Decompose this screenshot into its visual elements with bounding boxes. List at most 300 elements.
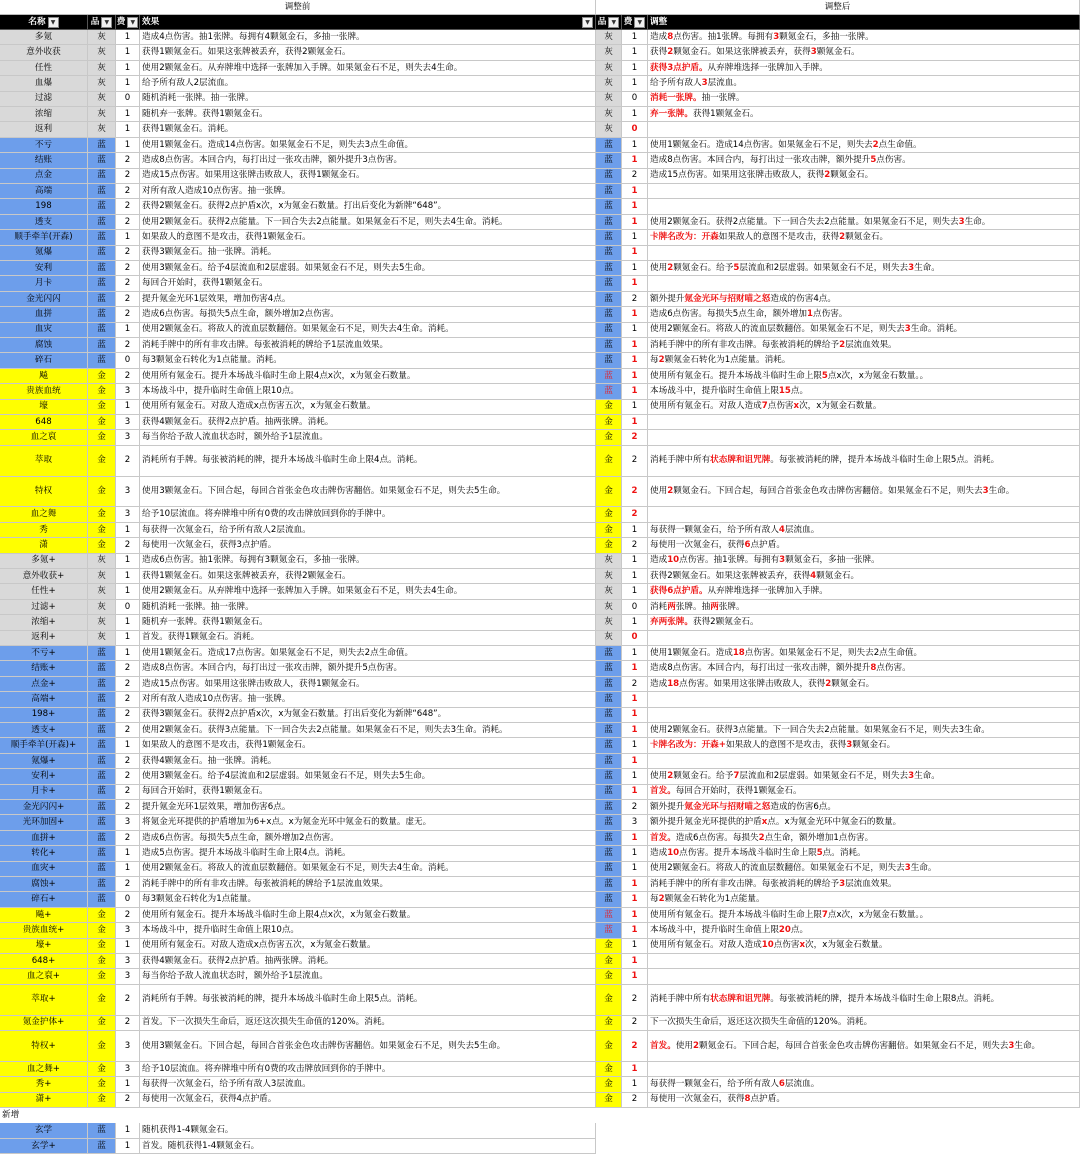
cost-header[interactable]: [116, 15, 140, 30]
effect-cell[interactable]: 使用3颗氪金石。下回合起，每回合首张金色攻击牌伤害翻倍。如果氪金石不足，则失去5生命。: [140, 1031, 596, 1062]
effect-cell[interactable]: 给予10层流血。将弃牌堆中所有0费的攻击牌放回到你的手牌中。: [140, 507, 596, 522]
adjust-cell[interactable]: [648, 45, 1080, 60]
adjust-cell[interactable]: [648, 507, 1080, 522]
card-name-cell[interactable]: 血拼: [0, 307, 88, 322]
card-name-cell[interactable]: 玄学: [0, 1123, 88, 1138]
rarity-cell[interactable]: 金: [88, 430, 116, 445]
cost-cell[interactable]: 1: [116, 615, 140, 630]
adjust-cell[interactable]: [648, 107, 1080, 122]
new-rarity-cell[interactable]: 蓝: [596, 892, 622, 907]
rarity-cell[interactable]: 金: [88, 923, 116, 938]
effect-cell[interactable]: 使用2颗氪金石。将敌人的流血层数翻倍。如果氪金石不足，则失去4生命。消耗。: [140, 323, 596, 338]
new-cost-cell[interactable]: 0: [622, 600, 648, 615]
rarity-cell[interactable]: 蓝: [88, 1139, 116, 1154]
card-name-cell[interactable]: 秀: [0, 523, 88, 538]
adjust-cell[interactable]: [648, 862, 1080, 877]
effect-cell[interactable]: 造成15点伤害。如果用这张牌击败敌人，获得1颗氪金石。: [140, 169, 596, 184]
cost-cell[interactable]: 2: [116, 446, 140, 477]
adjust-cell[interactable]: [648, 230, 1080, 245]
effect-cell[interactable]: 使用3颗氪金石。给予4层流血和2层虚弱。如果氪金石不足，则失去5生命。: [140, 769, 596, 784]
effect-cell[interactable]: 获得3颗氪金石。抽一张牌。消耗。: [140, 246, 596, 261]
new-rarity-cell[interactable]: 蓝: [596, 785, 622, 800]
new-cost-cell[interactable]: 1: [622, 785, 648, 800]
new-rarity-cell[interactable]: 蓝: [596, 846, 622, 861]
rarity-cell[interactable]: 蓝: [88, 785, 116, 800]
new-cost-cell[interactable]: 2: [622, 538, 648, 553]
rarity-cell[interactable]: 蓝: [88, 1123, 116, 1138]
rarity-cell[interactable]: 灰: [88, 569, 116, 584]
cost-cell[interactable]: 1: [116, 1123, 140, 1138]
cost-cell[interactable]: 2: [116, 831, 140, 846]
cost-cell[interactable]: 3: [116, 923, 140, 938]
new-cost-cell[interactable]: 1: [622, 908, 648, 923]
new-cost-cell[interactable]: 1: [622, 1062, 648, 1077]
rarity-cell[interactable]: 蓝: [88, 138, 116, 153]
new-cost-cell[interactable]: 0: [622, 92, 648, 107]
new-cost-cell[interactable]: 2: [622, 507, 648, 522]
rarity-header[interactable]: [88, 15, 116, 30]
effect-cell[interactable]: 随机弃一张牌。获得1颗氪金石。: [140, 107, 596, 122]
new-rarity-cell[interactable]: 蓝: [596, 199, 622, 214]
adjust-cell[interactable]: [648, 246, 1080, 261]
adjust-cell[interactable]: [648, 815, 1080, 830]
cost-cell[interactable]: 2: [116, 184, 140, 199]
new-rarity-cell[interactable]: 蓝: [596, 153, 622, 168]
cost-cell[interactable]: 2: [116, 1093, 140, 1108]
adjust-cell[interactable]: [648, 754, 1080, 769]
rarity-cell[interactable]: 蓝: [88, 646, 116, 661]
adjust-cell[interactable]: [648, 477, 1080, 508]
cost-cell[interactable]: 3: [116, 507, 140, 522]
cost-cell[interactable]: 1: [116, 846, 140, 861]
card-name-cell[interactable]: 飚+: [0, 908, 88, 923]
rarity-cell[interactable]: 金: [88, 523, 116, 538]
adjust-cell[interactable]: [648, 30, 1080, 45]
rarity-cell[interactable]: 蓝: [88, 831, 116, 846]
card-name-cell[interactable]: 点金: [0, 169, 88, 184]
adjust-cell[interactable]: [648, 76, 1080, 91]
adjust-cell[interactable]: [648, 538, 1080, 553]
rarity-cell[interactable]: 蓝: [88, 738, 116, 753]
new-rarity-cell[interactable]: 灰: [596, 615, 622, 630]
card-name-cell[interactable]: 金光闪闪: [0, 292, 88, 307]
new-cost-cell[interactable]: 2: [622, 169, 648, 184]
new-rarity-cell[interactable]: 蓝: [596, 369, 622, 384]
cost-cell[interactable]: 1: [116, 569, 140, 584]
card-name-cell[interactable]: 潇: [0, 538, 88, 553]
card-name-cell[interactable]: 秀+: [0, 1077, 88, 1092]
new-cost-cell[interactable]: 2: [622, 1031, 648, 1062]
new-cost-cell[interactable]: 1: [622, 584, 648, 599]
effect-cell[interactable]: 消耗手牌中的所有非攻击牌。每张被消耗的牌给予1层流血效果。: [140, 877, 596, 892]
card-name-cell[interactable]: 顺手牵羊(开森): [0, 230, 88, 245]
effect-cell[interactable]: 使用所有氪金石。对敌人造成x点伤害五次，x为氪金石数量。: [140, 400, 596, 415]
card-name-cell[interactable]: 腐蚀+: [0, 877, 88, 892]
effect-cell[interactable]: 使用所有氪金石。提升本场战斗临时生命上限4点x次，x为氪金石数量。: [140, 369, 596, 384]
effect-cell[interactable]: 使用3颗氪金石。给予4层流血和2层虚弱。如果氪金石不足，则失去5生命。: [140, 261, 596, 276]
rarity-cell[interactable]: 蓝: [88, 862, 116, 877]
rarity-cell[interactable]: 金: [88, 384, 116, 399]
adjust-cell[interactable]: [648, 153, 1080, 168]
adjust-cell[interactable]: [648, 122, 1080, 137]
cost-cell[interactable]: 3: [116, 815, 140, 830]
card-name-cell[interactable]: 贵族血统: [0, 384, 88, 399]
new-cost-cell[interactable]: 1: [622, 353, 648, 368]
cost-cell[interactable]: 2: [116, 307, 140, 322]
cost-cell[interactable]: 1: [116, 554, 140, 569]
new-cost-cell[interactable]: 1: [622, 646, 648, 661]
effect-cell[interactable]: 使用所有氪金石。对敌人造成x点伤害五次，x为氪金石数量。: [140, 939, 596, 954]
card-name-cell[interactable]: 过滤: [0, 92, 88, 107]
new-rarity-cell[interactable]: 金: [596, 415, 622, 430]
adjust-cell[interactable]: [648, 1093, 1080, 1108]
rarity-cell[interactable]: 灰: [88, 92, 116, 107]
adjust-cell[interactable]: [648, 723, 1080, 738]
rarity-cell[interactable]: 蓝: [88, 661, 116, 676]
new-cost-cell[interactable]: 1: [622, 307, 648, 322]
effect-cell[interactable]: 每当你给予敌人流血状态时，额外给予1层流血。: [140, 969, 596, 984]
new-cost-cell[interactable]: 2: [622, 1016, 648, 1031]
cost-cell[interactable]: 0: [116, 353, 140, 368]
new-cost-cell[interactable]: 1: [622, 769, 648, 784]
effect-cell[interactable]: 如果敌人的意图不是攻击，获得1颗氪金石。: [140, 230, 596, 245]
cost2-header[interactable]: [622, 15, 648, 30]
new-rarity-cell[interactable]: 灰: [596, 30, 622, 45]
new-rarity-cell[interactable]: 金: [596, 538, 622, 553]
card-name-cell[interactable]: 金光闪闪+: [0, 800, 88, 815]
adjust-cell[interactable]: [648, 985, 1080, 1016]
rarity-cell[interactable]: 金: [88, 985, 116, 1016]
card-name-cell[interactable]: 萃取+: [0, 985, 88, 1016]
effect-cell[interactable]: 每获得一次氪金石，给予所有敌人3层流血。: [140, 1077, 596, 1092]
filter-dropdown-icon[interactable]: ▼: [582, 17, 593, 28]
new-rarity-cell[interactable]: 蓝: [596, 169, 622, 184]
new-rarity-cell[interactable]: 蓝: [596, 800, 622, 815]
new-cost-cell[interactable]: 1: [622, 892, 648, 907]
card-name-cell[interactable]: 返利: [0, 122, 88, 137]
rarity-cell[interactable]: 金: [88, 908, 116, 923]
new-cost-cell[interactable]: 1: [622, 923, 648, 938]
new-cost-cell[interactable]: 1: [622, 615, 648, 630]
new-rarity-cell[interactable]: 灰: [596, 569, 622, 584]
rarity-cell[interactable]: 蓝: [88, 153, 116, 168]
cost-cell[interactable]: 1: [116, 45, 140, 60]
effect-cell[interactable]: 对所有敌人造成10点伤害。抽一张牌。: [140, 692, 596, 707]
effect-cell[interactable]: 造成8点伤害。本回合内，每打出过一张攻击牌，额外提升3点伤害。: [140, 153, 596, 168]
rarity-cell[interactable]: 灰: [88, 61, 116, 76]
cost-cell[interactable]: 1: [116, 230, 140, 245]
adjust-cell[interactable]: [648, 338, 1080, 353]
new-rarity-cell[interactable]: 金: [596, 446, 622, 477]
rarity-cell[interactable]: 蓝: [88, 815, 116, 830]
card-name-cell[interactable]: 潇+: [0, 1093, 88, 1108]
adjust-cell[interactable]: [648, 846, 1080, 861]
new-cost-cell[interactable]: 2: [622, 677, 648, 692]
adjust-cell[interactable]: [648, 554, 1080, 569]
effect-cell[interactable]: 造成6点伤害。抽1张牌。每拥有3颗氪金石，多抽一张牌。: [140, 554, 596, 569]
new-cost-cell[interactable]: 1: [622, 969, 648, 984]
new-rarity-cell[interactable]: 蓝: [596, 769, 622, 784]
rarity-cell[interactable]: 蓝: [88, 800, 116, 815]
new-rarity-cell[interactable]: 蓝: [596, 754, 622, 769]
rarity-cell[interactable]: 灰: [88, 584, 116, 599]
adjust-cell[interactable]: [648, 646, 1080, 661]
new-rarity-cell[interactable]: 蓝: [596, 138, 622, 153]
cost-cell[interactable]: 2: [116, 169, 140, 184]
adjust-cell[interactable]: [648, 215, 1080, 230]
effect-cell[interactable]: 获得4颗氪金石。抽一张牌。消耗。: [140, 754, 596, 769]
cost-cell[interactable]: 1: [116, 939, 140, 954]
cost-cell[interactable]: 2: [116, 292, 140, 307]
card-name-cell[interactable]: 结账+: [0, 661, 88, 676]
rarity-cell[interactable]: 蓝: [88, 230, 116, 245]
cost-cell[interactable]: 1: [116, 122, 140, 137]
rarity-cell[interactable]: 灰: [88, 600, 116, 615]
new-cost-cell[interactable]: 1: [622, 215, 648, 230]
effect-cell[interactable]: 造成4点伤害。抽1张牌。每拥有4颗氪金石，多抽一张牌。: [140, 30, 596, 45]
new-cost-cell[interactable]: 1: [622, 415, 648, 430]
card-name-cell[interactable]: 壕: [0, 400, 88, 415]
effect-header[interactable]: [140, 15, 596, 30]
new-cost-cell[interactable]: 2: [622, 1093, 648, 1108]
rarity-cell[interactable]: 蓝: [88, 292, 116, 307]
new-rarity-cell[interactable]: 金: [596, 477, 622, 508]
card-name-cell[interactable]: 不亏+: [0, 646, 88, 661]
card-name-cell[interactable]: 透支+: [0, 723, 88, 738]
new-cost-cell[interactable]: 1: [622, 323, 648, 338]
adjust-cell[interactable]: [648, 600, 1080, 615]
new-rarity-cell[interactable]: 灰: [596, 631, 622, 646]
cost-cell[interactable]: 1: [116, 523, 140, 538]
adjust-cell[interactable]: [648, 939, 1080, 954]
rarity-cell[interactable]: 蓝: [88, 261, 116, 276]
effect-cell[interactable]: 每3颗氪金石转化为1点能量。消耗。: [140, 353, 596, 368]
effect-cell[interactable]: 每使用一次氪金石，获得4点护盾。: [140, 1093, 596, 1108]
effect-cell[interactable]: 使用1颗氪金石。造成14点伤害。如果氪金石不足，则失去3点生命值。: [140, 138, 596, 153]
card-name-cell[interactable]: 特权: [0, 477, 88, 508]
new-cost-cell[interactable]: 1: [622, 1077, 648, 1092]
effect-cell[interactable]: 随机获得1-4颗氪金石。: [140, 1123, 596, 1138]
cost-cell[interactable]: 2: [116, 785, 140, 800]
adjust-cell[interactable]: [648, 661, 1080, 676]
card-name-cell[interactable]: 碎石: [0, 353, 88, 368]
cost-cell[interactable]: 2: [116, 677, 140, 692]
card-name-cell[interactable]: 血之舞+: [0, 1062, 88, 1077]
new-rarity-cell[interactable]: 灰: [596, 600, 622, 615]
effect-cell[interactable]: 获得4颗氪金石。获得2点护盾。抽两张牌。消耗。: [140, 415, 596, 430]
card-name-cell[interactable]: 浓缩: [0, 107, 88, 122]
cost-cell[interactable]: 1: [116, 631, 140, 646]
new-cost-cell[interactable]: 1: [622, 246, 648, 261]
rarity-cell[interactable]: 蓝: [88, 199, 116, 214]
effect-cell[interactable]: 造成15点伤害。如果用这张牌击败敌人，获得1颗氪金石。: [140, 677, 596, 692]
new-rarity-cell[interactable]: 蓝: [596, 923, 622, 938]
cost-cell[interactable]: 1: [116, 738, 140, 753]
adjust-cell[interactable]: [648, 877, 1080, 892]
effect-cell[interactable]: 使用所有氪金石。提升本场战斗临时生命上限4点x次，x为氪金石数量。: [140, 908, 596, 923]
new-cost-cell[interactable]: 0: [622, 631, 648, 646]
cost-cell[interactable]: 1: [116, 61, 140, 76]
card-name-cell[interactable]: 结账: [0, 153, 88, 168]
adjust-cell[interactable]: [648, 923, 1080, 938]
new-rarity-cell[interactable]: 蓝: [596, 246, 622, 261]
effect-cell[interactable]: 如果敌人的意图不是攻击，获得1颗氪金石。: [140, 738, 596, 753]
card-name-cell[interactable]: 萃取: [0, 446, 88, 477]
card-name-cell[interactable]: 意外收获: [0, 45, 88, 60]
effect-cell[interactable]: 每当你给予敌人流血状态时，额外给予1层流血。: [140, 430, 596, 445]
card-name-cell[interactable]: 转化+: [0, 846, 88, 861]
card-name-cell[interactable]: 安利+: [0, 769, 88, 784]
filter-dropdown-icon[interactable]: ▼: [101, 17, 112, 28]
new-cost-cell[interactable]: 1: [622, 754, 648, 769]
effect-cell[interactable]: 使用2颗氪金石。从弃牌堆中选择一张牌加入手牌。如果氪金石不足，则失去4生命。: [140, 61, 596, 76]
rarity-cell[interactable]: 金: [88, 507, 116, 522]
card-name-cell[interactable]: 特权+: [0, 1031, 88, 1062]
adjust-cell[interactable]: [648, 384, 1080, 399]
rarity-cell[interactable]: 灰: [88, 107, 116, 122]
card-name-cell[interactable]: 多氪+: [0, 554, 88, 569]
effect-cell[interactable]: 消耗所有手牌。每张被消耗的牌，提升本场战斗临时生命上限5点。消耗。: [140, 985, 596, 1016]
new-rarity-cell[interactable]: 金: [596, 523, 622, 538]
rarity2-header[interactable]: [596, 15, 622, 30]
new-cost-cell[interactable]: 1: [622, 30, 648, 45]
new-rarity-cell[interactable]: 蓝: [596, 831, 622, 846]
effect-cell[interactable]: 随机消耗一张牌。抽一张牌。: [140, 92, 596, 107]
cost-cell[interactable]: 2: [116, 708, 140, 723]
new-rarity-cell[interactable]: 灰: [596, 92, 622, 107]
new-rarity-cell[interactable]: 金: [596, 1031, 622, 1062]
rarity-cell[interactable]: 蓝: [88, 677, 116, 692]
adjust-cell[interactable]: [648, 800, 1080, 815]
rarity-cell[interactable]: 金: [88, 1093, 116, 1108]
new-cost-cell[interactable]: 1: [622, 862, 648, 877]
effect-cell[interactable]: 本场战斗中，提升临时生命值上限10点。: [140, 384, 596, 399]
new-cost-cell[interactable]: 1: [622, 184, 648, 199]
adjust-cell[interactable]: [648, 738, 1080, 753]
cost-cell[interactable]: 3: [116, 1062, 140, 1077]
card-name-cell[interactable]: 光环加固+: [0, 815, 88, 830]
effect-cell[interactable]: 获得4颗氪金石。获得2点护盾。抽两张牌。消耗。: [140, 954, 596, 969]
new-rarity-cell[interactable]: 蓝: [596, 307, 622, 322]
card-name-cell[interactable]: 意外收获+: [0, 569, 88, 584]
effect-cell[interactable]: 提升氪金光环1层效果，增加伤害6点。: [140, 800, 596, 815]
new-cost-cell[interactable]: 1: [622, 554, 648, 569]
cost-cell[interactable]: 3: [116, 415, 140, 430]
new-rarity-cell[interactable]: 蓝: [596, 384, 622, 399]
cost-cell[interactable]: 0: [116, 892, 140, 907]
card-name-cell[interactable]: 648+: [0, 954, 88, 969]
cost-cell[interactable]: 0: [116, 600, 140, 615]
rarity-cell[interactable]: 蓝: [88, 338, 116, 353]
cost-cell[interactable]: 2: [116, 985, 140, 1016]
new-rarity-cell[interactable]: 金: [596, 985, 622, 1016]
card-name-cell[interactable]: 血之舞: [0, 507, 88, 522]
new-cost-cell[interactable]: 0: [622, 122, 648, 137]
new-cost-cell[interactable]: 1: [622, 738, 648, 753]
cost-cell[interactable]: 1: [116, 1139, 140, 1154]
new-cost-cell[interactable]: 1: [622, 261, 648, 276]
new-rarity-cell[interactable]: 金: [596, 1062, 622, 1077]
cost-cell[interactable]: 2: [116, 261, 140, 276]
card-name-cell[interactable]: 贵族血统+: [0, 923, 88, 938]
card-name-cell[interactable]: 浓缩+: [0, 615, 88, 630]
effect-cell[interactable]: 给予所有敌人2层流血。: [140, 76, 596, 91]
rarity-cell[interactable]: 金: [88, 1031, 116, 1062]
rarity-cell[interactable]: 金: [88, 369, 116, 384]
cost-cell[interactable]: 1: [116, 323, 140, 338]
effect-cell[interactable]: 每3颗氪金石转化为1点能量。: [140, 892, 596, 907]
new-rarity-cell[interactable]: 蓝: [596, 738, 622, 753]
rarity-cell[interactable]: 灰: [88, 76, 116, 91]
new-rarity-cell[interactable]: 蓝: [596, 276, 622, 291]
cost-cell[interactable]: 1: [116, 76, 140, 91]
rarity-cell[interactable]: 蓝: [88, 877, 116, 892]
card-name-cell[interactable]: 氪金护体+: [0, 1016, 88, 1031]
new-rarity-cell[interactable]: 金: [596, 954, 622, 969]
rarity-cell[interactable]: 灰: [88, 30, 116, 45]
rarity-cell[interactable]: 蓝: [88, 215, 116, 230]
cost-cell[interactable]: 1: [116, 584, 140, 599]
new-cost-cell[interactable]: 1: [622, 61, 648, 76]
new-cost-cell[interactable]: 1: [622, 230, 648, 245]
cost-cell[interactable]: 2: [116, 769, 140, 784]
adjust-cell[interactable]: [648, 292, 1080, 307]
cost-cell[interactable]: 2: [116, 1016, 140, 1031]
new-rarity-cell[interactable]: 灰: [596, 107, 622, 122]
new-cost-cell[interactable]: 1: [622, 45, 648, 60]
new-cost-cell[interactable]: 1: [622, 708, 648, 723]
adjust-cell[interactable]: [648, 184, 1080, 199]
card-name-cell[interactable]: 顺手牵羊(开森)+: [0, 738, 88, 753]
adjust-cell[interactable]: [648, 677, 1080, 692]
adjust-cell[interactable]: [648, 307, 1080, 322]
new-cost-cell[interactable]: 1: [622, 276, 648, 291]
cost-cell[interactable]: 1: [116, 862, 140, 877]
card-name-cell[interactable]: 任性: [0, 61, 88, 76]
rarity-cell[interactable]: 灰: [88, 122, 116, 137]
effect-cell[interactable]: 每使用一次氪金石，获得3点护盾。: [140, 538, 596, 553]
new-rarity-cell[interactable]: 蓝: [596, 353, 622, 368]
card-name-cell[interactable]: 血之裒: [0, 430, 88, 445]
adjust-cell[interactable]: [648, 400, 1080, 415]
rarity-cell[interactable]: 蓝: [88, 754, 116, 769]
cost-cell[interactable]: 2: [116, 153, 140, 168]
adjust-cell[interactable]: [648, 892, 1080, 907]
new-rarity-cell[interactable]: 蓝: [596, 184, 622, 199]
card-name-cell[interactable]: 玄学+: [0, 1139, 88, 1154]
rarity-cell[interactable]: 金: [88, 415, 116, 430]
card-name-cell[interactable]: 血爆: [0, 76, 88, 91]
card-name-cell[interactable]: 飚: [0, 369, 88, 384]
effect-cell[interactable]: 获得1颗氪金石。如果这张牌被丢弃，获得2颗氪金石。: [140, 569, 596, 584]
adjust-cell[interactable]: [648, 692, 1080, 707]
new-rarity-cell[interactable]: 蓝: [596, 646, 622, 661]
effect-cell[interactable]: 使用1颗氪金石。造成17点伤害。如果氪金石不足，则失去2点生命值。: [140, 646, 596, 661]
new-cost-cell[interactable]: 1: [622, 846, 648, 861]
new-cost-cell[interactable]: 1: [622, 723, 648, 738]
new-rarity-cell[interactable]: 蓝: [596, 708, 622, 723]
new-cost-cell[interactable]: 1: [622, 199, 648, 214]
cost-cell[interactable]: 1: [116, 400, 140, 415]
rarity-cell[interactable]: 蓝: [88, 769, 116, 784]
effect-cell[interactable]: 获得1颗氪金石。消耗。: [140, 122, 596, 137]
adjust-cell[interactable]: [648, 138, 1080, 153]
cost-cell[interactable]: 2: [116, 661, 140, 676]
adjust-cell[interactable]: [648, 430, 1080, 445]
card-name-cell[interactable]: 过滤+: [0, 600, 88, 615]
card-name-cell[interactable]: 壕+: [0, 939, 88, 954]
new-cost-cell[interactable]: 2: [622, 800, 648, 815]
